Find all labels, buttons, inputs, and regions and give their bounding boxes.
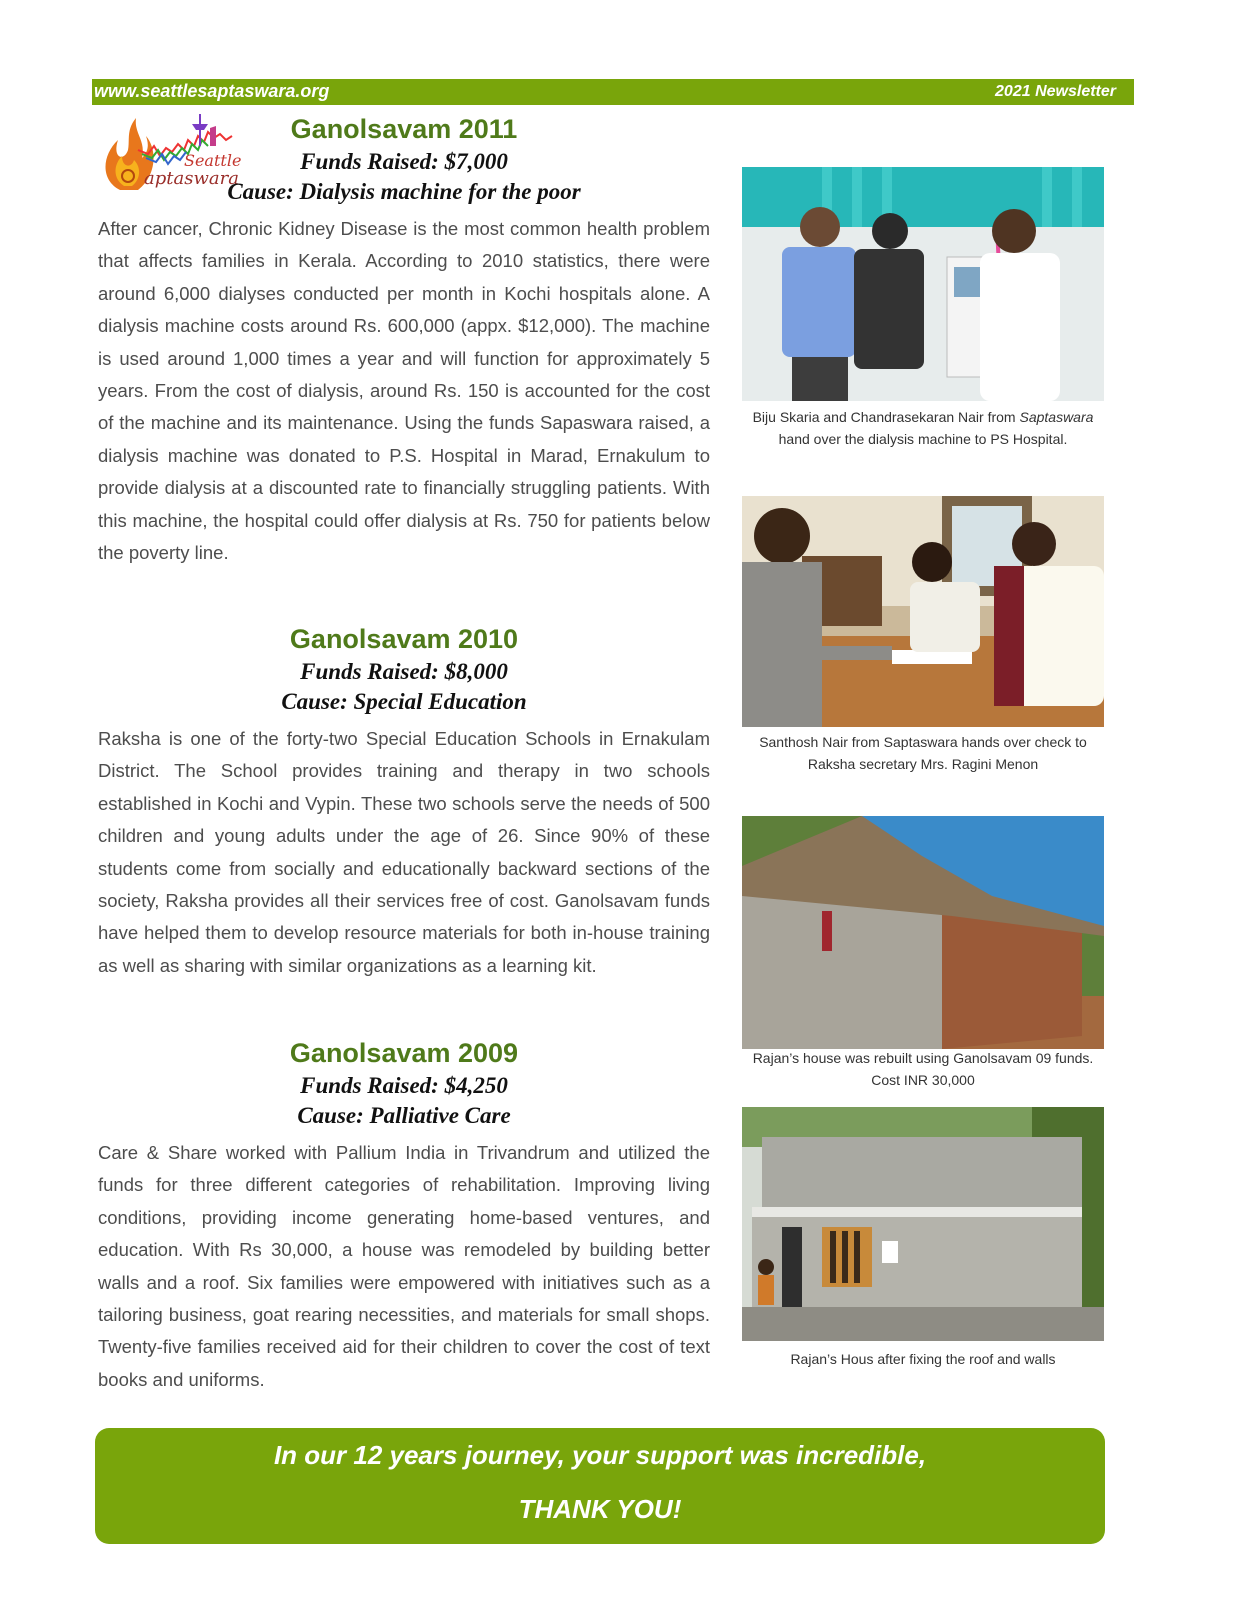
photo-caption: Biju Skaria and Chandrasekaran Nair from Saptaswara hand over the dialysis machine to PS Hospital. bbox=[752, 409, 1094, 447]
funds-raised: Funds Raised: $4,250 bbox=[300, 1073, 508, 1098]
cause: Cause: Dialysis machine for the poor bbox=[227, 179, 581, 204]
section-body: After cancer, Chronic Kidney Disease is the most common health problem that affects families in Kerala. According to 2010 statistics, there were around 6,000 dialyses conducted per month in Kochi hospitals alone. A dialysis machine costs around Rs. 600,000 (appx. $12,000). The machine is used around 1,000 times a year and will function for approximately 5 years. From the cost of dialysis, around Rs. 150 is accounted for the cost of the machine and its maintenance. Using the funds Sapaswara raised, a dialysis machine was donated to P.S. Hospital in Marad, Ernakulum to provide dialysis at a discounted rate to financially struggling patients. With this machine, the hospital could offer dialysis at Rs. 750 for patients below the poverty line. bbox=[98, 218, 710, 564]
photo-old-house bbox=[742, 816, 1104, 1049]
thank-you-banner bbox=[95, 1428, 1105, 1544]
section-2010 bbox=[98, 624, 710, 982]
funds-raised: Funds Raised: $8,000 bbox=[300, 659, 508, 684]
svg-text:aptaswara: aptaswara bbox=[144, 168, 239, 189]
section-title: Ganolsavam 2010 bbox=[289, 624, 519, 654]
section-body: Raksha is one of the forty-two Special Education Schools in Ernakulam District. The School provides training and therapy in two schools established in Kochi and Vypin. These two schools serve the needs of 500 children and young adults under the age of 26. Since 90% of these students come from socially and educationally backward sections of the society, Raksha provides all their services free of cost. Ganolsavam funds have helped them to develop resource materials for both in-house training as well as sharing with similar organizations as a learning kit. bbox=[98, 728, 710, 976]
section-2011 bbox=[98, 114, 710, 569]
section-2009 bbox=[98, 1038, 710, 1396]
photo-dialysis-handover bbox=[742, 167, 1104, 401]
website-url[interactable]: www.seattlesaptaswara.org bbox=[94, 81, 330, 101]
header-bar bbox=[92, 79, 1134, 105]
section-title: Ganolsavam 2011 bbox=[290, 114, 518, 144]
photo-caption: Santhosh Nair from Saptaswara hands over check to Raksha secretary Mrs. Ragini Menon bbox=[759, 734, 1087, 772]
cause: Cause: Special Education bbox=[281, 689, 527, 714]
photo-caption: Rajan’s Hous after fixing the roof and walls bbox=[790, 1351, 1056, 1367]
section-title: Ganolsavam 2009 bbox=[289, 1038, 519, 1068]
footer-line-1: In our 12 years journey, your support was incredible, bbox=[273, 1440, 927, 1470]
newsletter-label: 2021 Newsletter bbox=[995, 83, 1116, 100]
footer-line-2: THANK YOU! bbox=[518, 1494, 682, 1524]
section-body: Care & Share worked with Pallium India in Trivandrum and utilized the funds for three different categories of rehabilitation. Improving living conditions, providing income generating home-based ventures, and education. With Rs 30,000, a house was remodeled by building better walls and a roof. Six families were empowered with initiatives such as a tailoring business, goat rearing necessities, and materials for small shops. Twenty-five families received aid for their children to cover the cost of text books and uniforms. bbox=[98, 1142, 710, 1390]
photo-rebuilt-house bbox=[742, 1107, 1104, 1341]
cause: Cause: Palliative Care bbox=[297, 1103, 511, 1128]
funds-raised: Funds Raised: $7,000 bbox=[300, 149, 508, 174]
photo-raksha-check bbox=[742, 496, 1104, 727]
photo-caption: Rajan’s house was rebuilt using Ganolsavam 09 funds. Cost INR 30,000 bbox=[752, 1050, 1094, 1088]
svg-text:Seattle: Seattle bbox=[184, 151, 242, 170]
